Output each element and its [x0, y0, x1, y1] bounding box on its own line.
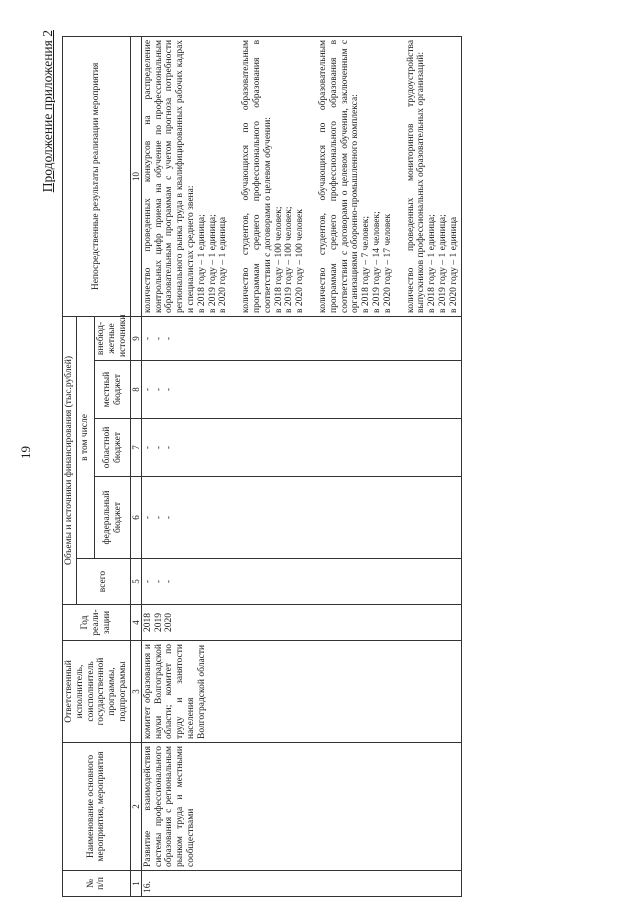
result-line: в 2018 году – 7 человек; [361, 215, 372, 313]
header-results: Непосредственные результаты реализации мероприятия [63, 36, 131, 316]
column-number: 2 [130, 743, 141, 871]
dash: - [142, 515, 153, 520]
regional-values [141, 419, 461, 477]
result-block [406, 40, 460, 313]
header-local: местный бюджет [95, 361, 130, 419]
dash: - [153, 579, 164, 584]
result-line: в 2020 году – 1 единица [218, 216, 229, 313]
appendix-continuation-title: Продолжение приложения 2 [40, 30, 55, 193]
dash: - [153, 387, 164, 392]
page-number: 19 [18, 446, 33, 459]
result-line: в 2018 году – 1 единица; [427, 214, 438, 313]
dash: - [142, 387, 153, 392]
total-values [141, 559, 461, 605]
extra-values [141, 316, 461, 360]
column-number: 1 [130, 871, 141, 897]
dash: - [164, 515, 175, 520]
dash: - [142, 445, 153, 450]
column-number: 10 [130, 36, 141, 316]
year-value: 2019 [153, 613, 164, 632]
row-responsible: комитет образования и науки Волгоградской области; комитет по труду и занятости населения Волгоградской области [141, 641, 461, 743]
header-year: Год реали-зации [63, 605, 131, 641]
result-block [241, 40, 306, 313]
row-years [141, 605, 461, 641]
result-line: в 2018 году – 100 человек; [273, 206, 284, 313]
header-num: № п/п [63, 871, 131, 897]
column-number-row [130, 36, 141, 896]
year-value: 2018 [142, 613, 153, 632]
result-text: количество студентов, обучающихся по образовательным программам среднего профессионального образования в соответствии с договорами о целевом обучении, заключенным с организациями оборонно-промышленного комплекса: [317, 39, 361, 313]
header-total: всего [76, 559, 130, 605]
result-block [318, 40, 394, 313]
header-regional: областной бюджет [95, 419, 130, 477]
row-results [141, 36, 461, 316]
dash: - [153, 336, 164, 341]
header-incl: в том числе [76, 316, 95, 558]
dash: - [164, 579, 175, 584]
federal-values [141, 477, 461, 559]
result-line: в 2020 году – 1 единица [448, 216, 459, 313]
dash: - [164, 336, 175, 341]
result-text: количество проведенных конкурсов на распределение контрольных цифр приема на обучение по профессиональным образовательным программам с учетом прогноза потребности регионального рынка труда в квалифицированных рабочих кадрах и специалистах среднего звена: [142, 39, 196, 313]
column-number: 5 [130, 559, 141, 605]
row-num: 16. [141, 871, 461, 897]
header-extra: внебюд-жетные источники [95, 316, 130, 360]
local-values [141, 361, 461, 419]
result-line: в 2019 году – 100 человек; [284, 206, 295, 313]
dash: - [164, 387, 175, 392]
result-line: в 2019 году – 14 человек; [371, 211, 382, 313]
result-line: в 2018 году – 1 единица; [196, 214, 207, 313]
result-line: в 2020 году – 17 человек [382, 213, 393, 313]
result-text: количество проведенных мониторингов трудоустройства выпускников профессиональных образовательных организаций: [405, 39, 427, 313]
column-number: 3 [130, 641, 141, 743]
program-measures-table [62, 36, 462, 897]
dash: - [153, 515, 164, 520]
dash: - [164, 445, 175, 450]
column-number: 4 [130, 605, 141, 641]
column-number: 6 [130, 477, 141, 559]
result-block [143, 40, 229, 313]
column-number: 7 [130, 419, 141, 477]
result-text: количество студентов, обучающихся по образовательным программам среднего профессионального образования в соответствии с договорами о целевом обучении: [241, 39, 273, 313]
column-number: 8 [130, 361, 141, 419]
table-row [141, 36, 461, 896]
column-number: 9 [130, 316, 141, 360]
dash: - [142, 579, 153, 584]
result-line: в 2019 году – 1 единица; [207, 214, 218, 313]
result-line: в 2019 году – 1 единица; [437, 214, 448, 313]
result-line: в 2020 году – 100 человек [295, 209, 306, 313]
row-name: Развитие взаимодействия системы профессионального образования с региональным рынком труда и местными сообществами [141, 743, 461, 871]
year-value: 2020 [164, 613, 175, 632]
dash: - [153, 445, 164, 450]
header-name: Наименование основного мероприятия, мероприятия [63, 743, 131, 871]
dash: - [142, 336, 153, 341]
header-federal: федеральный бюджет [95, 477, 130, 559]
header-responsible: Ответственный исполнитель, соисполнитель государственной программы, подпрограммы [63, 641, 131, 743]
header-funding: Объемы и источники финансирования (тыс.рублей) [63, 316, 77, 604]
